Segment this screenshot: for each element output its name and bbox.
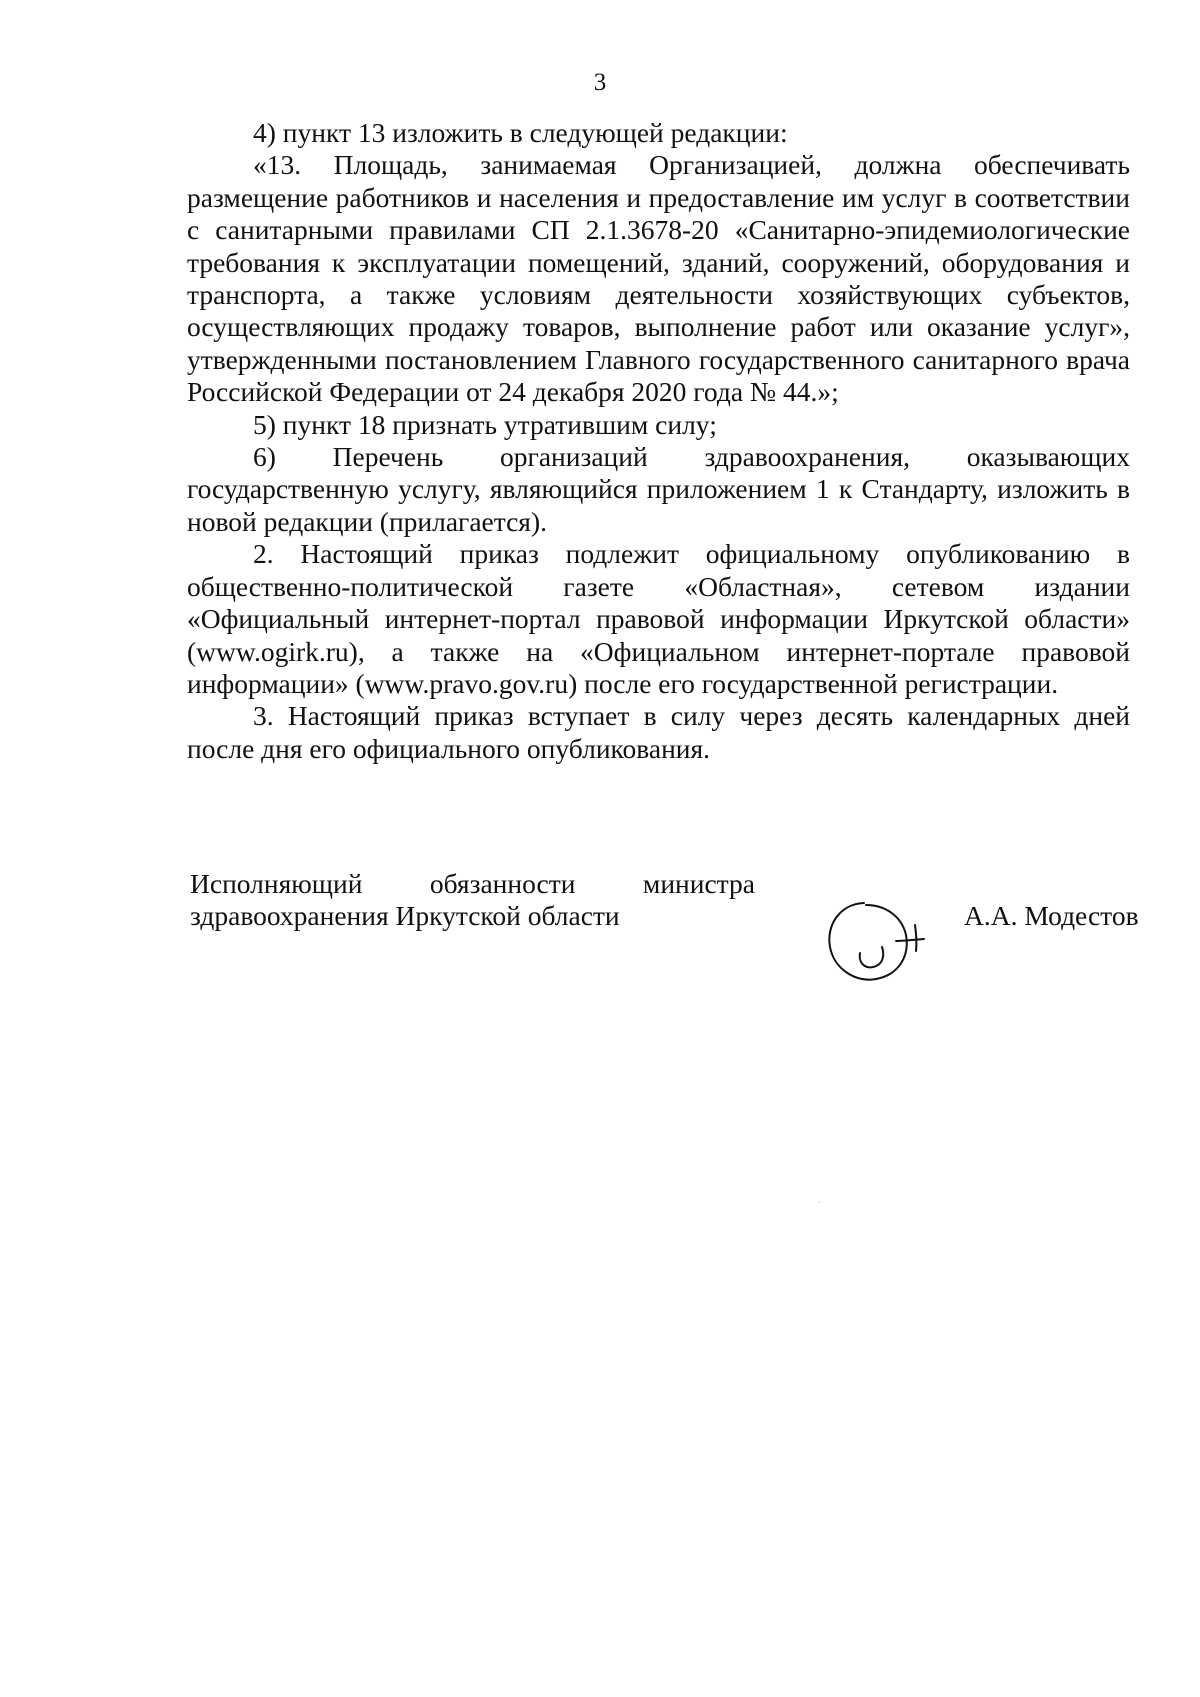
signatory-position-line-1: Исполняющий обязанности министра <box>190 868 755 899</box>
signatory-position-line-2: здравоохранения Иркутской области <box>190 900 620 931</box>
signatory-position <box>190 868 755 932</box>
scan-artifact <box>818 1202 820 1203</box>
paragraph-item-5: 5) пункт 18 признать утратившим силу; <box>253 408 717 440</box>
document-body <box>187 117 1130 765</box>
handwritten-signature <box>818 895 928 990</box>
paragraph-effective-date: 3. Настоящий приказ вступает в силу через десять календарных дней после дня его официального опубликования. <box>187 700 1130 764</box>
page-number: 3 <box>593 69 607 96</box>
paragraph-item-6: 6) Перечень организаций здравоохранения, оказывающих государственную услугу, являющийся приложением 1 к Стандарту, изложить в новой редакции (прилагается). <box>187 441 1130 537</box>
signatory-name: А.А. Модестов <box>964 900 1139 931</box>
paragraph-item-4: 4) пункт 13 изложить в следующей редакции: <box>253 117 788 148</box>
paragraph-publication: 2. Настоящий приказ подлежит официальному опубликованию в общественно-политической газете «Областная», сетевом издании «Официальный интернет-портал правовой информации Иркутской области» (www.ogirk.ru), а также на «Официальном интернет-портале правовой информации» (www.pravo.gov.ru) после его государственной регистрации. <box>187 538 1130 699</box>
paragraph-item-13-text: «13. Площадь, занимаемая Организацией, должна обеспечивать размещение работников и населения и предоставление им услуг в соответствии с санитарными правилами СП 2.1.3678-20 «Санитарно-эпидемиологические требования к эксплуатации помещений, зданий, сооружений, оборудования и транспорта, а также условиям деятельности хозяйствующих субъектов, осуществляющих продажу товаров, выполнение работ или оказание услуг», утвержденными постановлением Главного государственного санитарного врача Российской Федерации от 24 декабря 2020 года № 44.»; <box>187 149 1130 408</box>
